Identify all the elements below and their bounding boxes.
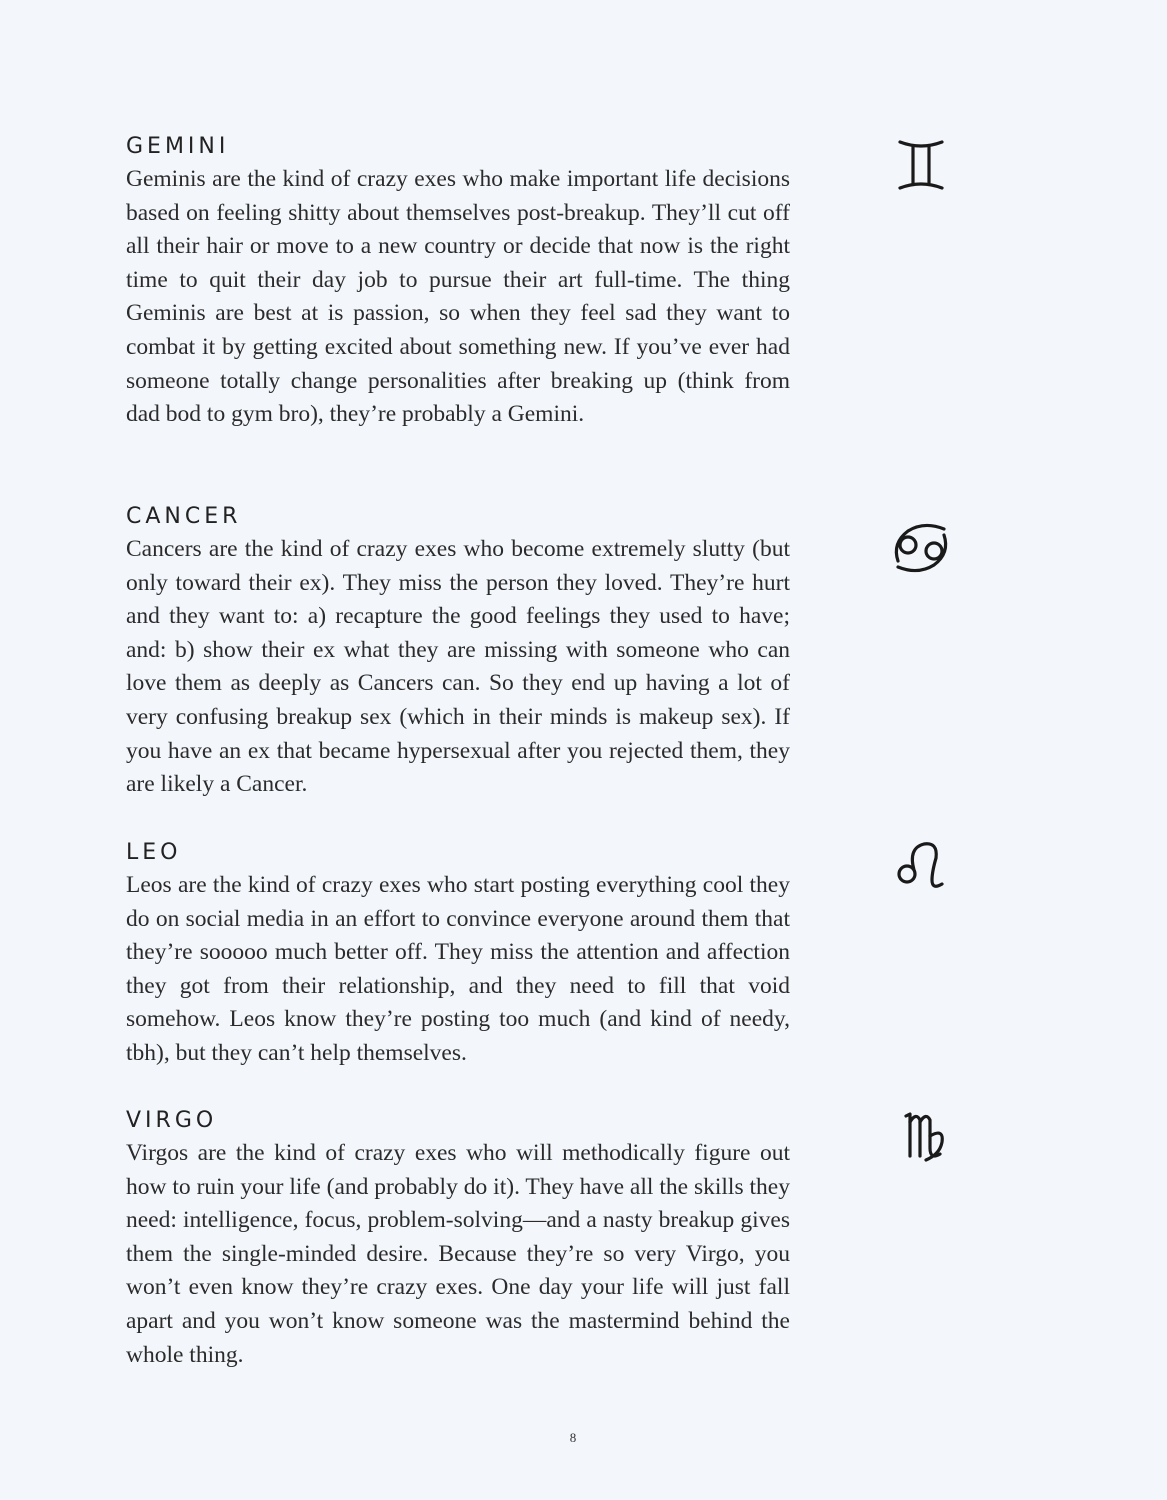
section-heading-gemini: GEMINI <box>126 134 230 159</box>
section-heading-virgo: VIRGO <box>126 1108 218 1133</box>
virgo-icon <box>886 1102 956 1172</box>
section-heading-leo: LEO <box>126 840 182 865</box>
gemini-icon <box>886 130 956 200</box>
section-body-leo: Leos are the kind of crazy exes who start posting everything cool they do on social media in an effort to convince everyone around them that they’re sooooo much better off. They miss the attention and affection they got from their relationship, and they need to fill that void somehow. Leos know they’re posting too much (and kind of needy, tbh), but they can’t help themselves. <box>126 872 790 1066</box>
section-body-gemini: Geminis are the kind of crazy exes who make important life decisions based on feeling shitty about themselves post-breakup. They’ll cut off all their hair or move to a new country or decide that now is the right time to quit their day job to pursue their art full-time. The thing Geminis are best at is passion, so when they feel sad they want to combat it by getting excited about something new. If you’ve ever had someone totally change personalities after breaking up (think from dad bod to gym bro), they’re probably a Gemini. <box>126 166 790 428</box>
virgo-section <box>126 1105 790 1372</box>
section-heading-cancer: CANCER <box>126 504 242 529</box>
gemini-section <box>126 131 790 432</box>
section-body-cancer: Cancers are the kind of crazy exes who become extremely slutty (but only toward their ex). They miss the person they loved. They’re hurt and they want to: a) recapture the good feelings they used to have; and: b) show their ex what they are missing with someone who can love them as deeply as Cancers can. So they end up having a lot of very confusing breakup sex (which in their minds is makeup sex). If you have an ex that became hypersexual after you rejected them, they are likely a Cancer. <box>126 536 790 798</box>
section-body-virgo: Virgos are the kind of crazy exes who will methodically figure out how to ruin your life (and probably do it). They have all the skills they need: intelligence, focus, problem-solving—and a nasty breakup gives them the single-minded desire. Because they’re so very Virgo, you won’t even know they’re crazy exes. One day your life will just fall apart and you won’t know someone was the mastermind behind the whole thing. <box>126 1140 790 1368</box>
cancer-icon <box>886 513 956 583</box>
page-number: 8 <box>569 1430 577 1445</box>
leo-section <box>126 837 790 1071</box>
cancer-section <box>126 501 790 802</box>
leo-icon <box>886 834 956 904</box>
